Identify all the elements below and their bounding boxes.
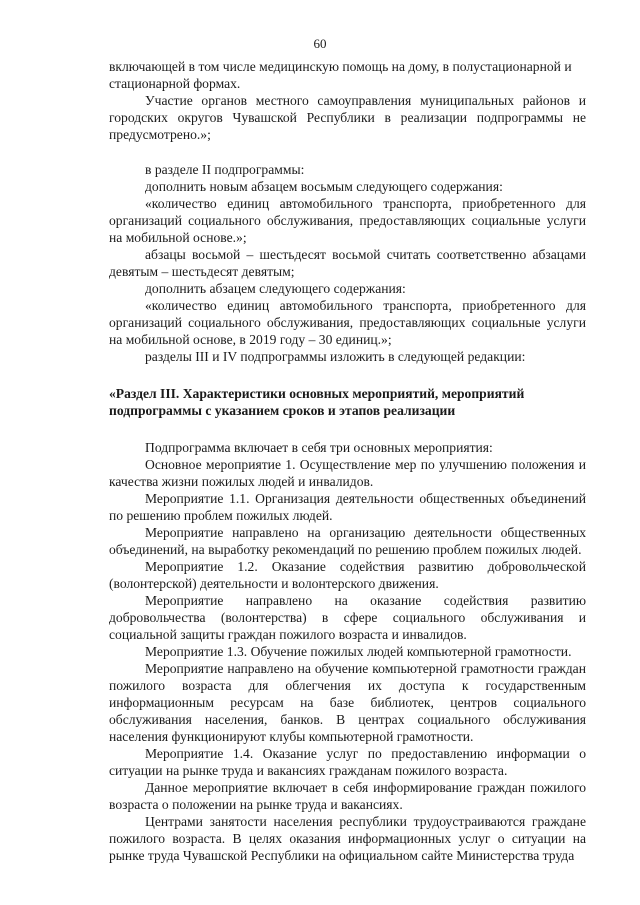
paragraph-sections-iii-iv: разделы III и IV подпрограммы изложить в следующей редакции: [145, 349, 526, 364]
paragraph-section-ii: в разделе II подпрограммы: [145, 162, 305, 177]
paragraph-activity-1-2-desc: Мероприятие направлено на оказание содействия развитию добровольчества (волонтерства) в сфере социального обслуживания и социальной защиты граждан пожилого возраста и инвалидов. [109, 593, 586, 642]
page-number: 60 [313, 36, 327, 51]
paragraph-renumber: абзацы восьмой – шестьдесят восьмой считать соответственно абзацами девятым – шестьдесят девятым; [109, 247, 586, 279]
paragraph-add-eighth: дополнить новым абзацем восьмым следующего содержания: [145, 179, 503, 194]
paragraph-continuation: включающей в том числе медицинскую помощь на дому, в полустационарной и стационарной формах. [109, 59, 572, 91]
paragraph-employment-centers: Центрами занятости населения республики трудоустраиваются граждане пожилого возраста. В целях оказания информационных услуг о ситуации на рынке труда Чувашской Республики на официальном сайте Министерства труда [109, 814, 586, 863]
section-heading [109, 385, 586, 419]
paragraph-activity-1-4: Мероприятие 1.4. Оказание услуг по предоставлению информации о ситуации на рынке труда и вакансиях гражданам пожилого возраста. [109, 746, 586, 778]
paragraph-three-activities: Подпрограмма включает в себя три основных мероприятия: [145, 440, 493, 455]
paragraph-activity-1-3-desc: Мероприятие направлено на обучение компьютерной грамотности граждан пожилого возраста для облегчения их доступа к государственным информационным ресурсам на базе библиотек, центров социального обслуживания населения, банков. В центрах социального обслуживания населения функционируют клубы компьютерной грамотности. [109, 661, 586, 744]
paragraph-activity-1-1: Мероприятие 1.1. Организация деятельности общественных объединений по решению проблем пожилых людей. [109, 491, 586, 523]
section-heading-line-2: подпрограммы с указанием сроков и этапов реализации [109, 403, 456, 418]
paragraph-vehicle-2019: «количество единиц автомобильного транспорта, приобретенного для организаций социального обслуживания, предоставляющих социальные услуги на мобильной основе, в 2019 году – 30 единиц.»; [109, 298, 586, 347]
paragraph-activity-1-3: Мероприятие 1.3. Обучение пожилых людей компьютерной грамотности. [145, 644, 572, 659]
paragraph-vehicle-quote: «количество единиц автомобильного транспорта, приобретенного для организаций социального обслуживания, предоставляющих социальные услуги на мобильной основе.»; [109, 196, 586, 245]
paragraph-add-following: дополнить абзацем следующего содержания: [145, 281, 406, 296]
paragraph-activity-1-4-desc: Данное мероприятие включает в себя информирование граждан пожилого возраста о положении на рынке труда и вакансиях. [109, 780, 586, 812]
document-body [109, 58, 586, 864]
paragraph-activity-1-2: Мероприятие 1.2. Оказание содействия развитию добровольческой (волонтерской) деятельности и волонтерского движения. [109, 559, 586, 591]
paragraph-main-activity-1: Основное мероприятие 1. Осуществление мер по улучшению положения и качества жизни пожилых людей и инвалидов. [109, 457, 586, 489]
section-heading-line-1: «Раздел III. Характеристики основных мероприятий, мероприятий [109, 386, 525, 401]
paragraph-activity-1-1-desc: Мероприятие направлено на организацию деятельности общественных объединений, на выработку рекомендаций по решению проблем пожилых людей. [109, 525, 586, 557]
paragraph-local-government: Участие органов местного самоуправления муниципальных районов и городских округов Чувашской Республики в реализации подпрограммы не предусмотрено.»; [109, 93, 586, 142]
